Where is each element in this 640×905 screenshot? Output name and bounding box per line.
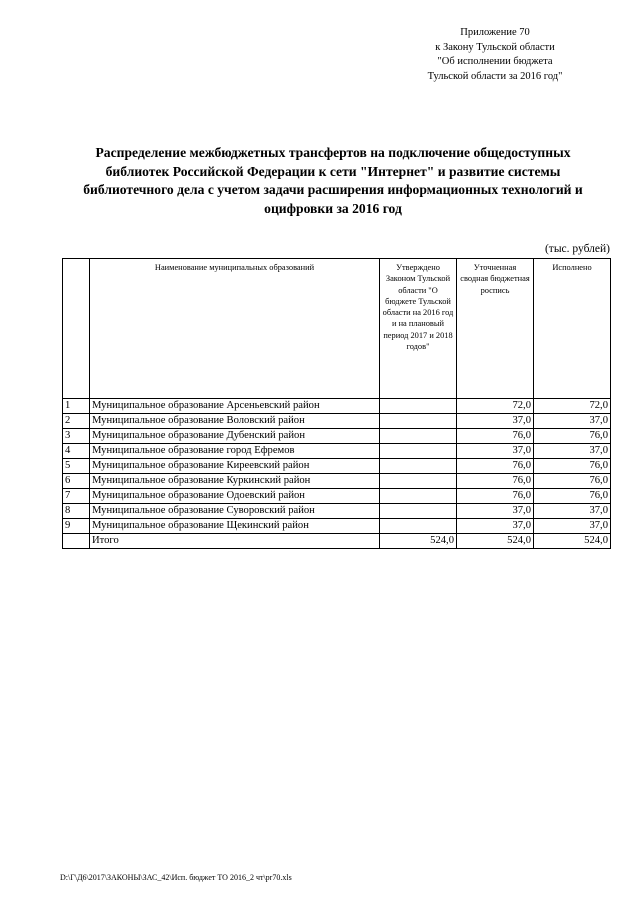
row-index: 7: [63, 489, 90, 504]
row-refined: 37,0: [457, 504, 534, 519]
header-name: Наименование муниципальных образований: [90, 259, 380, 399]
header-refined: Уточненная сводная бюджетная роспись: [457, 259, 534, 399]
total-refined: 524,0: [457, 534, 534, 549]
row-name: Муниципальное образование Суворовский район: [90, 504, 380, 519]
row-refined: 37,0: [457, 414, 534, 429]
table-row: [63, 504, 611, 519]
row-name: Муниципальное образование Щекинский район: [90, 519, 380, 534]
row-refined: 76,0: [457, 459, 534, 474]
row-executed: 76,0: [534, 459, 611, 474]
table-row: [63, 459, 611, 474]
row-refined: 76,0: [457, 429, 534, 444]
total-label: Итого: [90, 534, 380, 549]
table-row: [63, 429, 611, 444]
row-name: Муниципальное образование Куркинский район: [90, 474, 380, 489]
row-index: 6: [63, 474, 90, 489]
file-path-footer: D:\Г\Д6\2017\ЗАКОНЫ\ЗАС_42\Исп. бюджет ТО 2016_2 чт\pr70.xls: [60, 873, 292, 882]
row-approved: [380, 474, 457, 489]
units-label: (тыс. рублей): [544, 243, 610, 255]
transfers-table: [62, 258, 611, 549]
row-executed: 76,0: [534, 474, 611, 489]
row-executed: 37,0: [534, 414, 611, 429]
total-approved: 524,0: [380, 534, 457, 549]
row-approved: [380, 414, 457, 429]
row-executed: 37,0: [534, 504, 611, 519]
row-index: 9: [63, 519, 90, 534]
row-executed: 37,0: [534, 519, 611, 534]
table-row: [63, 489, 611, 504]
row-name: Муниципальное образование Дубенский район: [90, 429, 380, 444]
header-approved: Утверждено Законом Тульской области "О бюджете Тульской области на 2016 год и на плановый период 2017 и 2018 годов": [380, 259, 457, 399]
appendix-block: [395, 26, 595, 84]
header-executed: Исполнено: [534, 259, 611, 399]
row-refined: 37,0: [457, 444, 534, 459]
row-name: Муниципальное образование Арсеньевский район: [90, 399, 380, 414]
row-refined: 76,0: [457, 474, 534, 489]
header-index: [63, 259, 90, 399]
row-approved: [380, 489, 457, 504]
table-row: [63, 474, 611, 489]
row-approved: [380, 444, 457, 459]
document-title: Распределение межбюджетных трансфертов на подключение общедоступных библиотек Российской Федерации к сети "Интернет" и развитие системы библиотечного дела с учетом задачи расширения информационных технологий и оцифровки за 2016 год: [83, 145, 583, 216]
appendix-line: Тульской области за 2016 год": [427, 70, 563, 82]
total-row: [63, 534, 611, 549]
row-approved: [380, 399, 457, 414]
row-refined: 72,0: [457, 399, 534, 414]
row-refined: 37,0: [457, 519, 534, 534]
table-row: [63, 399, 611, 414]
row-name: Муниципальное образование город Ефремов: [90, 444, 380, 459]
total-index: [63, 534, 90, 549]
row-index: 5: [63, 459, 90, 474]
appendix-line: "Об исполнении бюджета: [437, 56, 553, 67]
row-index: 1: [63, 399, 90, 414]
row-executed: 76,0: [534, 489, 611, 504]
appendix-line: к Закону Тульской области: [435, 41, 555, 53]
row-index: 4: [63, 444, 90, 459]
row-executed: 37,0: [534, 444, 611, 459]
row-executed: 72,0: [534, 399, 611, 414]
row-approved: [380, 504, 457, 519]
row-approved: [380, 519, 457, 534]
total-executed: 524,0: [534, 534, 611, 549]
row-name: Муниципальное образование Воловский район: [90, 414, 380, 429]
row-approved: [380, 459, 457, 474]
row-executed: 76,0: [534, 429, 611, 444]
appendix-line: Приложение 70: [460, 27, 530, 38]
row-index: 3: [63, 429, 90, 444]
row-name: Муниципальное образование Одоевский район: [90, 489, 380, 504]
table-row: [63, 414, 611, 429]
table-row: [63, 444, 611, 459]
row-approved: [380, 429, 457, 444]
table-header-row: [63, 259, 611, 399]
row-name: Муниципальное образование Киреевский район: [90, 459, 380, 474]
row-index: 2: [63, 414, 90, 429]
row-refined: 76,0: [457, 489, 534, 504]
table-row: [63, 519, 611, 534]
row-index: 8: [63, 504, 90, 519]
